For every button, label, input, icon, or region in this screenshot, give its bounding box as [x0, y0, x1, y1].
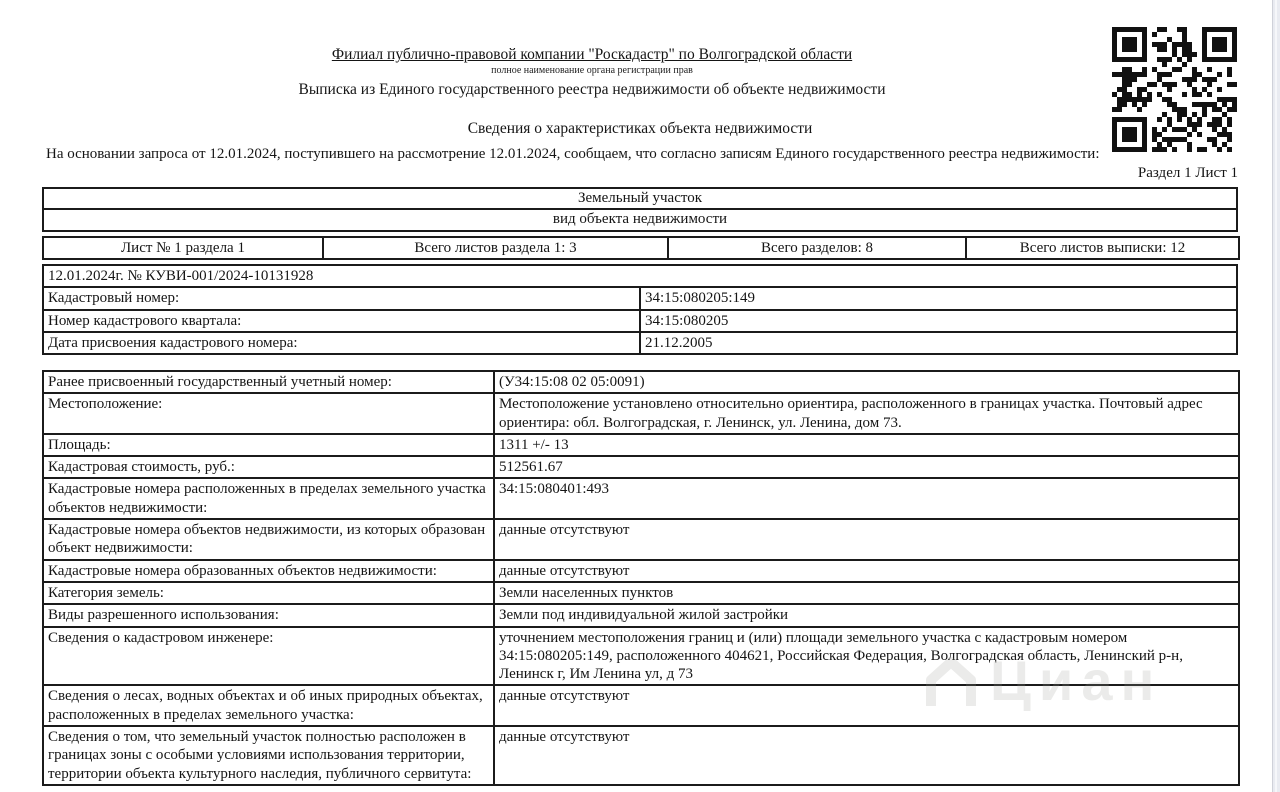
sections-total-cell: Всего разделов: 8 — [668, 237, 966, 259]
row-value: 1311 +/- 13 — [494, 434, 1239, 456]
table-row — [43, 209, 1237, 230]
table-row — [43, 604, 1239, 626]
row-value: 34:15:080205 — [640, 310, 1237, 332]
row-value: 21.12.2005 — [640, 332, 1237, 354]
table-row — [43, 560, 1239, 582]
page-edge — [1272, 0, 1280, 792]
row-label: Кадастровые номера образованных объектов недвижимости: — [43, 560, 494, 582]
object-type-caption: вид объекта недвижимости — [43, 209, 1237, 230]
qr-code — [1112, 27, 1237, 152]
request-number: 12.01.2024г. № КУВИ-001/2024-10131928 — [43, 265, 1237, 287]
row-label: Кадастровые номера расположенных в пределах земельного участка объектов недвижимости: — [43, 478, 494, 519]
row-label: Кадастровый номер: — [43, 287, 640, 309]
row-value: 512561.67 — [494, 456, 1239, 478]
sheet-number-cell: Лист № 1 раздела 1 — [43, 237, 323, 259]
table-row — [43, 478, 1239, 519]
row-label: Сведения о кадастровом инженере: — [43, 627, 494, 686]
row-value: данные отсутствуют — [494, 560, 1239, 582]
table-row — [43, 627, 1239, 686]
row-value: 34:15:080205:149 — [640, 287, 1237, 309]
table-row — [43, 582, 1239, 604]
table-row — [43, 332, 1237, 354]
table-row — [43, 726, 1239, 785]
row-label: Номер кадастрового квартала: — [43, 310, 640, 332]
object-type-value: Земельный участок — [43, 188, 1237, 209]
sheet-info-table — [42, 236, 1240, 260]
registering-authority-name: Филиал публично-правовой компании "Роскадастр" по Волгоградской области — [331, 46, 853, 63]
table-row — [43, 237, 1239, 259]
row-label: Виды разрешенного использования: — [43, 604, 494, 626]
row-label: Местоположение: — [43, 393, 494, 434]
table-row — [43, 287, 1237, 309]
row-value: данные отсутствуют — [494, 519, 1239, 560]
row-label: Площадь: — [43, 434, 494, 456]
row-value: 34:15:080401:493 — [494, 478, 1239, 519]
extract-sheets-total-cell: Всего листов выписки: 12 — [966, 237, 1239, 259]
row-label: Кадастровые номера объектов недвижимости, из которых образован объект недвижимости: — [43, 519, 494, 560]
request-basis-line: На основании запроса от 12.01.2024, поступившего на рассмотрение 12.01.2024, сообщаем, что согласно записям Единого государственного реестра недвижимости: — [46, 146, 1100, 162]
table-row — [43, 393, 1239, 434]
row-value: данные отсутствуют — [494, 726, 1239, 785]
table-row — [43, 265, 1237, 287]
row-label: Сведения о том, что земельный участок полностью расположен в границах зоны с особыми условиями использования территории, территории объекта культурного наследия, публичного сервитута: — [43, 726, 494, 785]
row-label: Кадастровая стоимость, руб.: — [43, 456, 494, 478]
table-row — [43, 685, 1239, 726]
row-label: Сведения о лесах, водных объектах и об иных природных объектах, расположенных в пределах земельного участка: — [43, 685, 494, 726]
table-row — [43, 188, 1237, 209]
table-row — [43, 456, 1239, 478]
object-type-table — [42, 187, 1238, 232]
row-value: уточнением местоположения границ и (или) площади земельного участка с кадастровым номером 34:15:080205:149, расположенного 404621, Российская Федерация, Волгоградская область, Ленинский р-н, Ленинск г, Им Ленина ул, д 73 — [494, 627, 1239, 686]
row-value: Земли под индивидуальной жилой застройки — [494, 604, 1239, 626]
table-row — [43, 310, 1237, 332]
document-title: Выписка из Единого государственного реестра недвижимости об объекте недвижимости — [298, 81, 886, 98]
row-value: данные отсутствуют — [494, 685, 1239, 726]
row-value: (У34:15:08 02 05:0091) — [494, 371, 1239, 393]
registering-authority-caption: полное наименование органа регистрации прав — [491, 65, 693, 76]
section-title: Сведения о характеристиках объекта недвижимости — [467, 120, 813, 137]
section-sheets-total-cell: Всего листов раздела 1: 3 — [323, 237, 668, 259]
row-label: Дата присвоения кадастрового номера: — [43, 332, 640, 354]
table-row — [43, 434, 1239, 456]
section-sheet-label: Раздел 1 Лист 1 — [1137, 165, 1238, 181]
cadastral-id-table — [42, 264, 1238, 355]
row-label: Категория земель: — [43, 582, 494, 604]
row-value: Земли населенных пунктов — [494, 582, 1239, 604]
object-details-table — [42, 370, 1240, 786]
table-row — [43, 371, 1239, 393]
table-row — [43, 519, 1239, 560]
watermark-text: Циан — [990, 649, 1163, 712]
row-label: Ранее присвоенный государственный учетный номер: — [43, 371, 494, 393]
row-value: Местоположение установлено относительно ориентира, расположенного в границах участка. Почтовый адрес ориентира: обл. Волгоградская, г. Ленинск, ул. Ленина, дом 73. — [494, 393, 1239, 434]
